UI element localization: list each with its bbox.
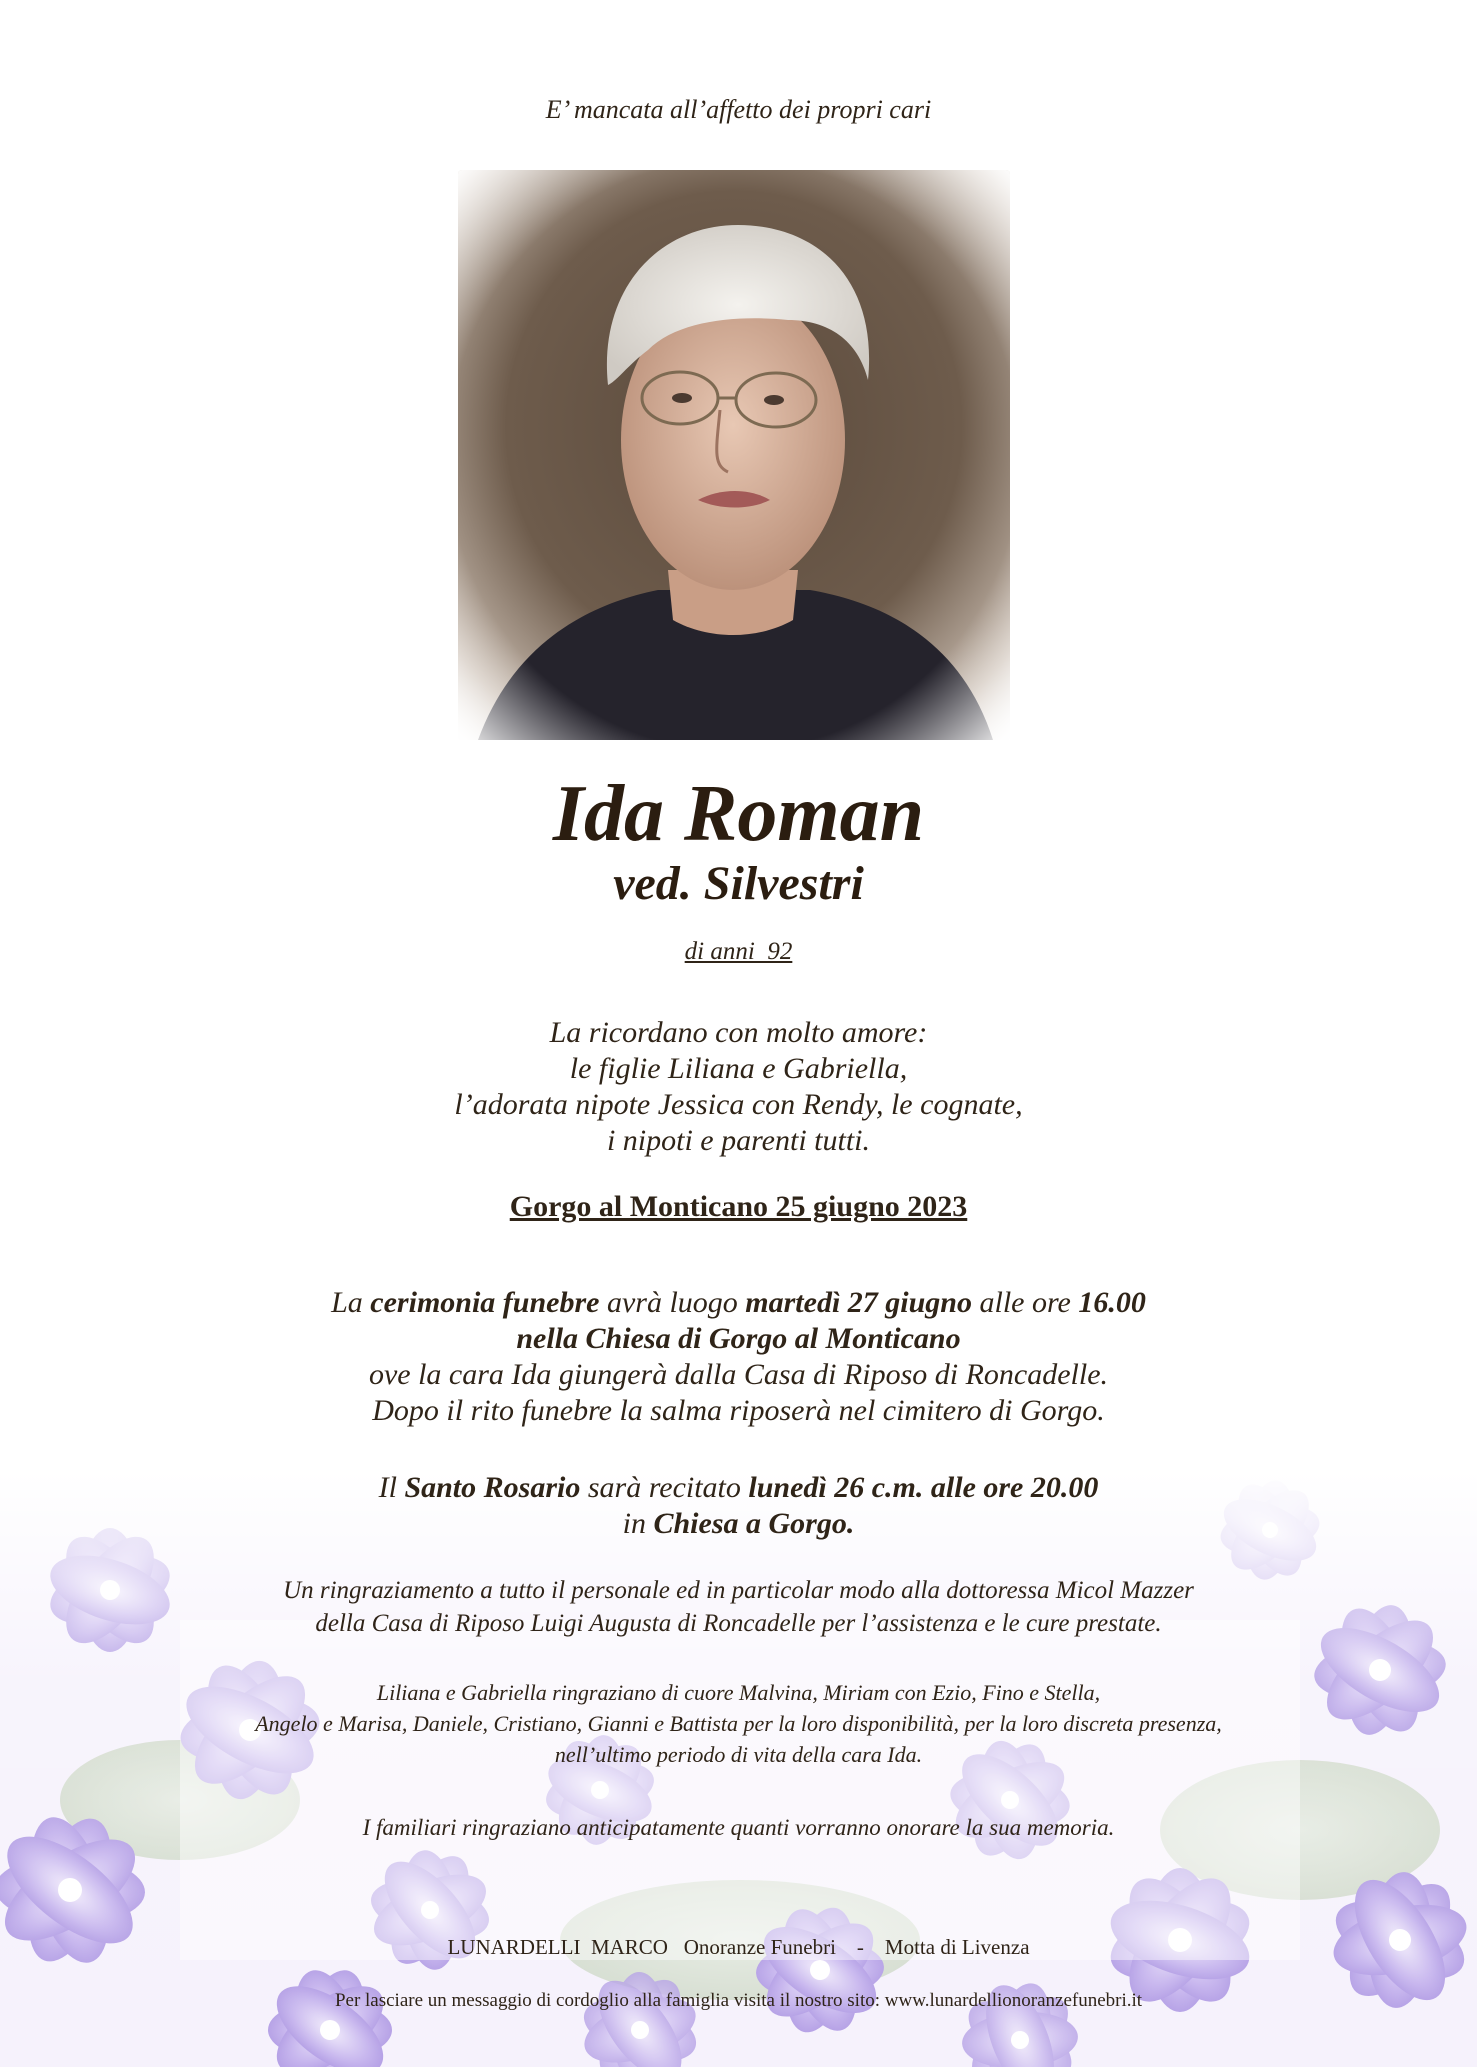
staff-thanks-line: Un ringraziamento a tutto il personale ed in particolar modo alla dottoressa Micol Mazzer — [283, 1577, 1194, 1604]
ceremony-text: avrà luogo — [599, 1286, 746, 1319]
ceremony-text: La — [331, 1286, 371, 1319]
remembrance-line: l’adorata nipote Jessica con Rendy, le cognate, — [454, 1088, 1023, 1121]
ceremony-line-4: Dopo il rito funebre la salma riposerà nel cimitero di Gorgo. — [372, 1394, 1105, 1427]
website-note: Per lasciare un messaggio di cordoglio alla famiglia visita il nostro sito: www.lunardellionoranzefunebri.it — [334, 1990, 1143, 2011]
ceremony-location: nella Chiesa di Gorgo al Monticano — [516, 1322, 961, 1355]
remembrance-block — [0, 1015, 1477, 1159]
family-thanks-line: Liliana e Gabriella ringraziano di cuore Malvina, Miriam con Ezio, Fino e Stella, — [376, 1680, 1101, 1705]
ceremony-block — [0, 1285, 1477, 1429]
staff-thanks-line: della Casa di Riposo Luigi Augusta di Roncadelle per l’assistenza e le cure prestate. — [315, 1609, 1162, 1637]
funeral-home-text: LUNARDELLI MARCO Onoranze Funebri - Motta di Livenza — [447, 1935, 1030, 1959]
rosary-text: Santo Rosario — [404, 1471, 581, 1504]
funeral-home-footer — [0, 1935, 1477, 1960]
final-thanks: I familiari ringraziano anticipatamente quanti vorranno onorare la sua memoria. — [362, 1815, 1115, 1840]
ceremony-time: 16.00 — [1078, 1286, 1146, 1319]
rosary-text: sarà recitato — [580, 1471, 749, 1504]
family-thanks-line: Angelo e Marisa, Daniele, Cristiano, Gianni e Battista per la loro disponibilità, per la loro discreta presenza, — [255, 1710, 1222, 1736]
ceremony-text: alle ore — [972, 1286, 1079, 1319]
remembrance-line: le figlie Liliana e Gabriella, — [569, 1052, 908, 1085]
staff-thanks-block — [0, 1575, 1477, 1640]
rosary-date: lunedì 26 c.m. alle ore 20.00 — [748, 1471, 1099, 1504]
family-thanks-line: nell’ultimo periodo di vita della cara Ida. — [554, 1741, 923, 1767]
ceremony-date: martedì 27 giugno — [745, 1286, 972, 1319]
remembrance-line: i nipoti e parenti tutti. — [606, 1124, 871, 1157]
portrait-photo — [458, 170, 1010, 740]
ceremony-line-1 — [0, 1285, 1477, 1321]
rosary-location: Chiesa a Gorgo. — [653, 1507, 855, 1540]
ceremony-text: cerimonia funebre — [370, 1286, 600, 1319]
age-text: di anni 92 — [684, 938, 793, 965]
married-name: ved. Silvestri — [613, 857, 864, 910]
rosary-block — [0, 1470, 1477, 1542]
place-date-text: Gorgo al Monticano 25 giugno 2023 — [509, 1190, 968, 1223]
portrait-image — [458, 170, 1010, 740]
intro-text: E’ mancata all’affetto dei propri cari — [545, 95, 932, 124]
ceremony-line-2 — [0, 1321, 1477, 1357]
rosary-text: in — [622, 1507, 654, 1540]
age-label — [0, 938, 1477, 966]
rosary-line-2 — [0, 1506, 1477, 1542]
rosary-line-1 — [0, 1470, 1477, 1506]
deceased-name: Ida Roman — [552, 770, 925, 858]
ceremony-line-3: ove la cara Ida giungerà dalla Casa di Riposo di Roncadelle. — [368, 1358, 1109, 1391]
place-date — [0, 1190, 1477, 1224]
remembrance-line: La ricordano con molto amore: — [549, 1016, 928, 1049]
rosary-text: Il — [378, 1471, 405, 1504]
family-thanks-block — [0, 1678, 1477, 1770]
